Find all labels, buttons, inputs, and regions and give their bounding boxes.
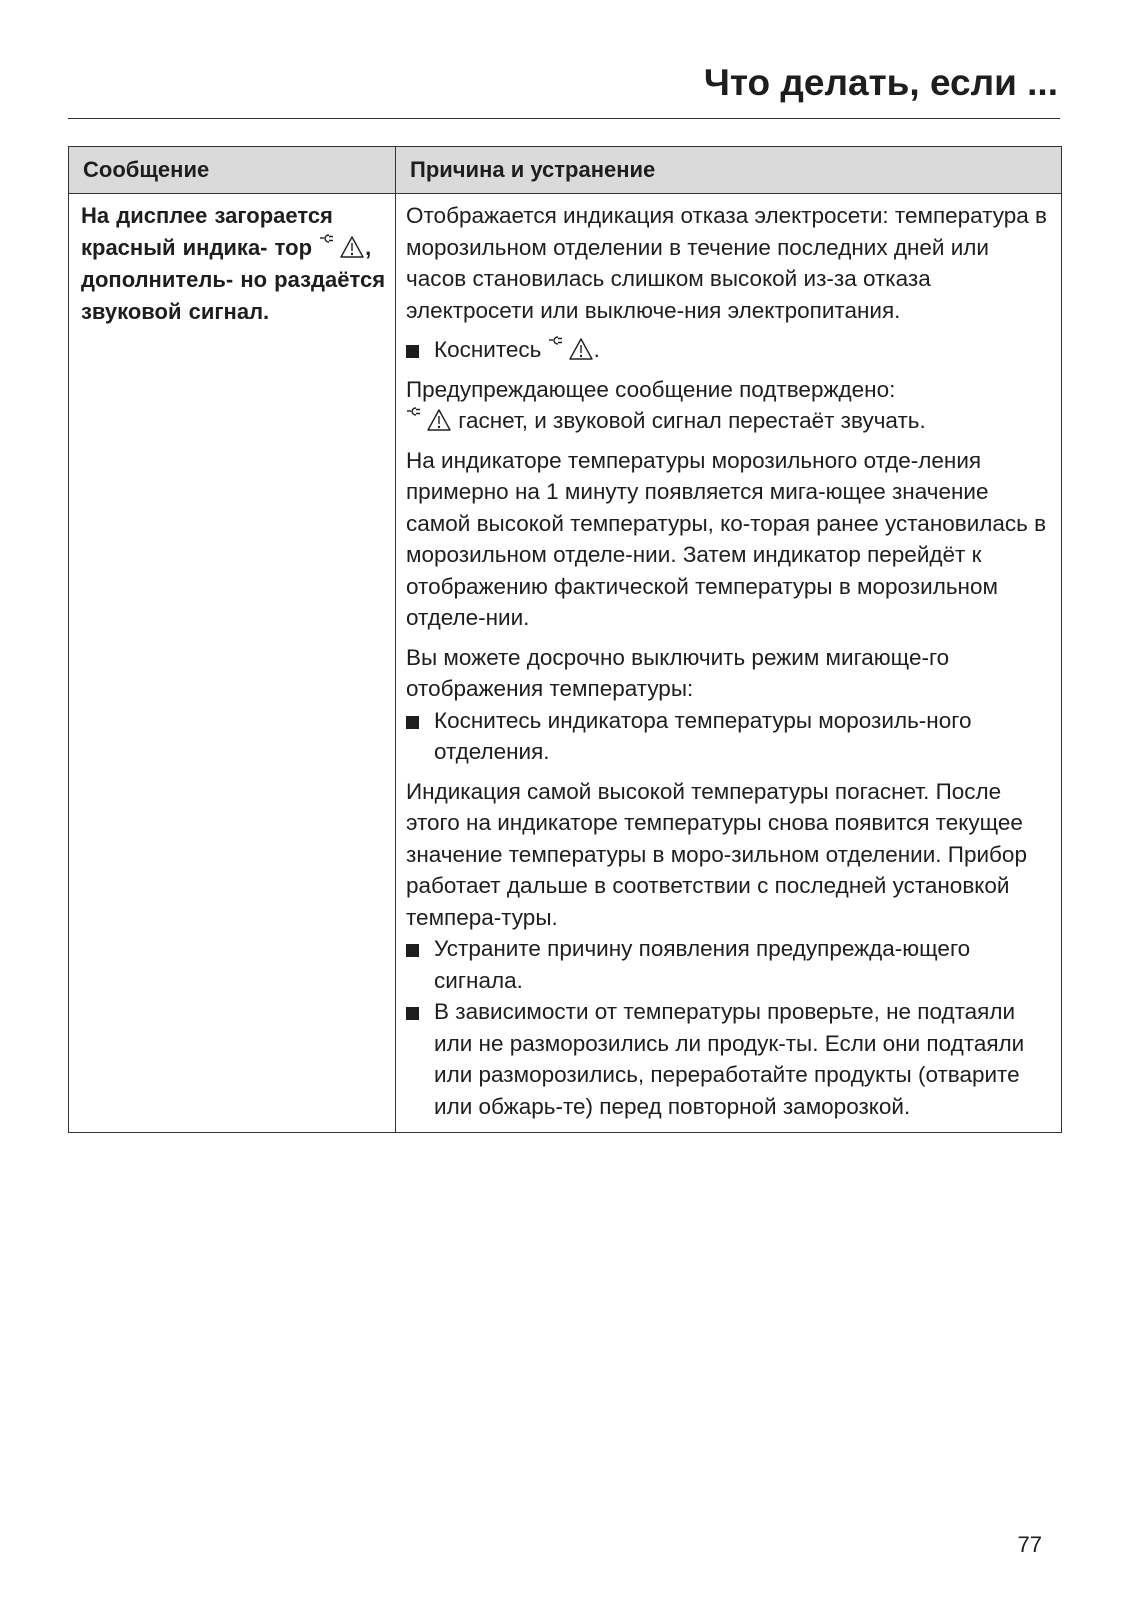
step-4-text: В зависимости от температуры проверьте, не подтаяли или не разморозились ли продук-ты. Если они подтаяли или разморозились, переработайте продукты (отварите или обжарь-те) перед повторной заморозкой. — [434, 999, 1025, 1119]
troubleshooting-table — [68, 146, 1062, 1133]
cause-paragraph-1: Отображается индикация отказа электросети: температура в морозильном отделении в течение последних дней или часов становилась слишком высокой из-за отказа электросети или выключе-ния электропитания. — [406, 203, 1047, 323]
bullet-square-icon — [406, 996, 434, 1122]
cause-cell — [396, 194, 1062, 1133]
cause-paragraph-3: На индикаторе температуры морозильного отде-ления примерно на 1 минуту появляется мига-ющее значение самой высокой температуры, ко-торая ранее установилась в морозильном отделе-нии. Затем индикатор перейдёт к отображению фактической температуры в морозильном отделе-нии. — [406, 447, 1047, 630]
steps-group-3 — [406, 933, 1047, 1122]
cause-paragraph-2-line1: Предупреждающее сообщение подтверждено: — [406, 376, 896, 402]
step-3-text: Устраните причину появления предупрежда-ющего сигнала. — [434, 936, 971, 993]
bullet-square-icon — [406, 933, 434, 996]
power-failure-warning-icon — [548, 334, 594, 362]
power-failure-warning-icon — [319, 232, 365, 260]
cause-paragraph-4: Вы можете досрочно выключить режим мигающе-го отображения температуры: — [406, 644, 950, 701]
column-header-cause: Причина и устранение — [396, 147, 1062, 194]
step-check-food — [406, 996, 1047, 1122]
bullet-square-icon — [406, 334, 434, 366]
page-number: 77 — [1017, 1532, 1042, 1557]
table-row — [69, 194, 1062, 1133]
message-cell — [69, 194, 396, 1133]
step-1-text-pre: Коснитесь — [434, 337, 548, 362]
table-header-row — [69, 147, 1062, 194]
cause-paragraph-2-line2: гаснет, и звуковой сигнал перестаёт звучать. — [452, 408, 926, 433]
step-touch-temperature-display — [406, 705, 1047, 768]
step-1-text-post: . — [593, 337, 600, 362]
power-failure-warning-icon — [406, 405, 452, 433]
message-text-part1: На дисплее загорается красный индика- — [81, 203, 333, 260]
column-header-message: Сообщение — [69, 147, 396, 194]
step-2-text: Коснитесь индикатора температуры морозиль-ного отделения. — [434, 707, 972, 764]
step-touch-icon — [406, 334, 1047, 366]
header-divider — [68, 118, 1060, 119]
page-title: Что делать, если ... — [703, 62, 1058, 103]
cause-paragraph-5: Индикация самой высокой температуры погаснет. После этого на индикаторе температуры снова появится текущее значение температуры в моро-зильном отделении. Прибор работает дальше в соответствии с последней установкой темпера-туры. — [406, 778, 1027, 930]
steps-group-1 — [406, 334, 1047, 366]
message-text-part4: но раздаётся звуковой сигнал. — [81, 267, 386, 324]
steps-group-2 — [406, 705, 1047, 768]
step-fix-cause — [406, 933, 1047, 996]
message-text-part2: тор — [274, 235, 320, 260]
cause-paragraph-2 — [406, 374, 1047, 437]
bullet-square-icon — [406, 705, 434, 768]
message-text-part3: , дополнитель- — [81, 235, 372, 292]
